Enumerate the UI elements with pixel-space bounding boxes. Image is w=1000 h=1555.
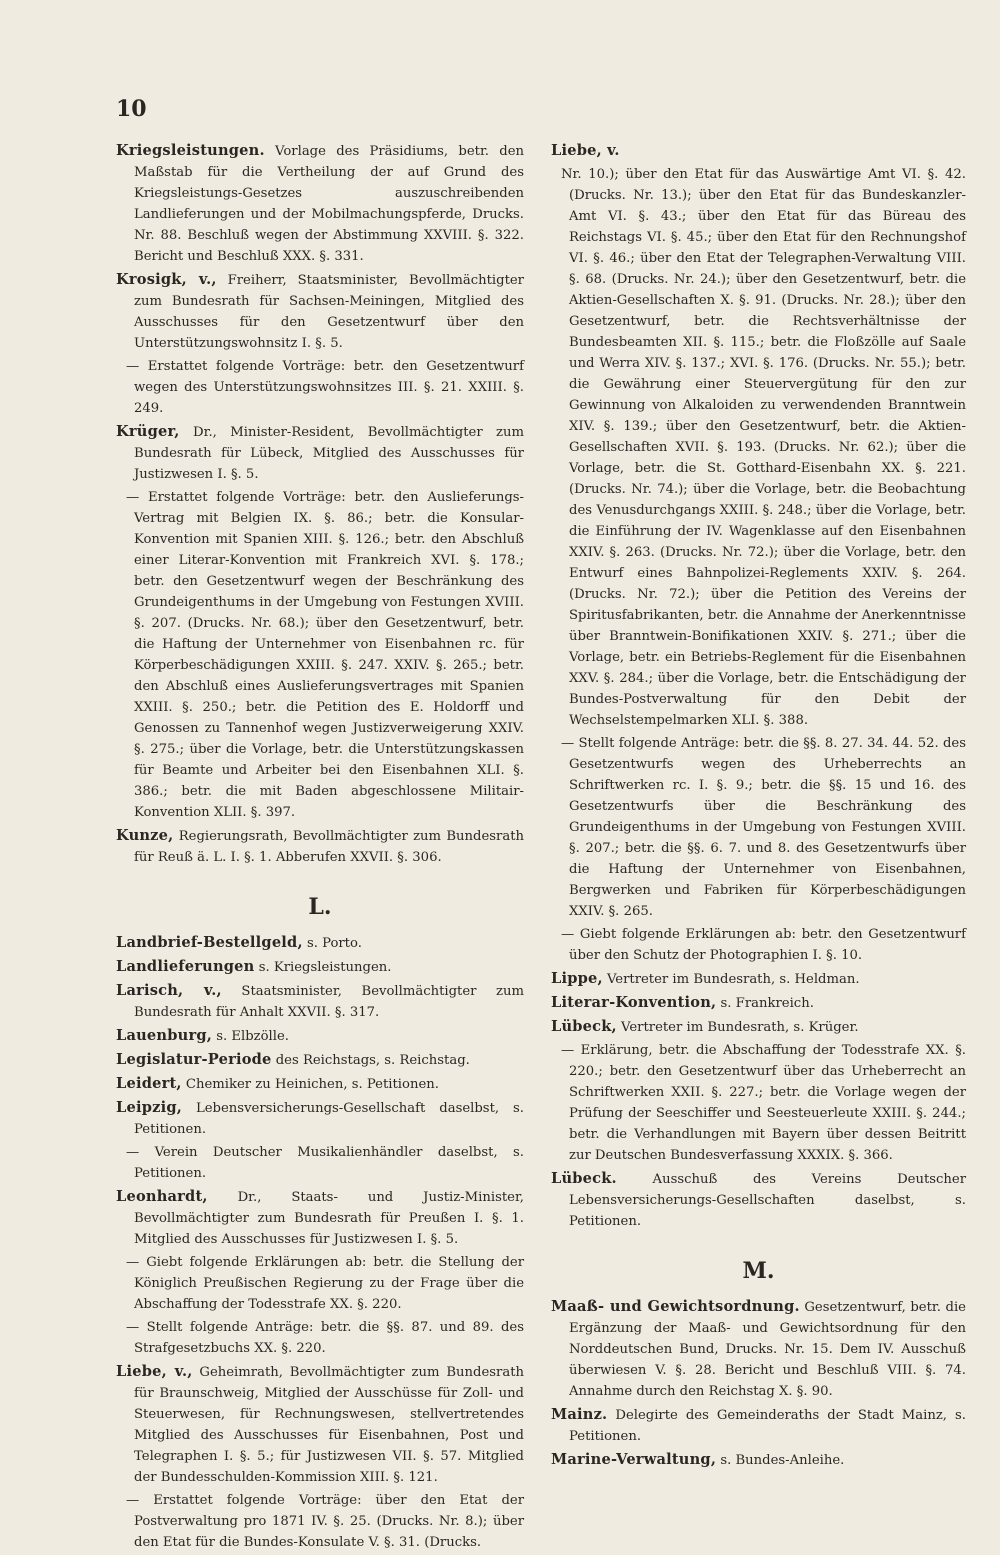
index-subentry <box>116 487 524 823</box>
entry-text: Vertreter im Bundesrath, s. Heldman. <box>606 972 860 987</box>
entry-text: — Erstattet folgende Vorträge: über den Etat der Postverwaltung pro 1871 IV. §. 25. (Drucks. Nr. 8.); über den Etat für die Bundes-Konsulate V. §. 31. (Drucks. <box>126 1493 524 1550</box>
index-entry <box>116 269 524 354</box>
entry-text: — Stellt folgende Anträge: betr. die §§. 87. und 89. des Strafgesetzbuchs XX. §. 220. <box>126 1320 524 1356</box>
entry-headword: Larisch, v., <box>116 982 222 999</box>
entry-text: Vertreter im Bundesrath, s. Krüger. <box>621 1020 859 1035</box>
entry-text: Delegirte des Gemeinderaths der Stadt Mainz, s. Petitionen. <box>569 1408 966 1444</box>
index-entry <box>116 1097 524 1140</box>
entry-headword: Leidert, <box>116 1075 182 1092</box>
entry-headword: Leonhardt, <box>116 1188 208 1205</box>
index-entry <box>116 421 524 485</box>
index-subentry <box>116 1252 524 1315</box>
entry-text: — Erklärung, betr. die Abschaffung der Todesstrafe XX. §. 220.; betr. den Gesetzentwurf über das Urheberrecht an Schriftwerken XXII. §. 227.; betr. die Vorlage wegen der Prüfung der Seeschiffer und Seesteuerleute XXIII. §. 244.; betr. die Verhandlungen mit Bayern über dessen Beitritt zur Deutschen Bundesverfassung XXXIX. §. 366. <box>561 1043 966 1163</box>
index-entry <box>551 992 966 1014</box>
entry-text: s. Porto. <box>306 936 362 951</box>
entry-text: s. Frankreich. <box>720 996 814 1011</box>
index-entry <box>116 1049 524 1071</box>
index-entry <box>551 1449 966 1471</box>
entry-headword: Mainz. <box>551 1406 608 1423</box>
entry-text: Gesetzentwurf, betr. die Ergänzung der Maaß- und Gewichtsordnung für den Norddeutschen Bund, Drucks. Nr. 15. Dem IV. Ausschuß überwiesen V. §. 28. Bericht und Beschluß VIII. §. 74. Annahme durch den Reichstag X. §. 90. <box>569 1300 966 1399</box>
entry-text: — Stellt folgende Anträge: betr. die §§. 8. 27. 34. 44. 52. des Gesetzentwurfs wegen des Urheberrechts an Schriftwerken rc. I. §. 9.; betr. die §§. 15 und 16. des Gesetzentwurfs über die Beschränkung des Grundeigenthums in der Umgebung von Festungen XVIII. §. 207.; betr. die §§. 6. 7. und 8. des Gesetzentwurfs über die Haftung der Unternehmer von Eisenbahnen, Bergwerken und Fabriken für Körperbeschädigungen XXIV. §. 265. <box>561 736 966 919</box>
section-letter: L. <box>308 894 332 920</box>
entry-headword: Liebe, v., <box>116 1363 193 1380</box>
index-entry <box>551 1404 966 1447</box>
index-subentry <box>116 1142 524 1184</box>
entry-headword: Liebe, v. <box>551 142 620 159</box>
index-subentry <box>551 924 966 966</box>
index-entry <box>551 1296 966 1402</box>
entry-text: Ausschuß des Vereins Deutscher Lebensversicherungs-Gesellschaften daselbst, s. Petitionen. <box>569 1172 966 1229</box>
index-entry <box>116 980 524 1023</box>
section-letter: M. <box>742 1258 775 1284</box>
index-entry <box>116 932 524 954</box>
index-entry <box>116 1361 524 1488</box>
entry-text: s. Kriegsleistungen. <box>258 960 392 975</box>
entry-headword: Lauenburg, <box>116 1027 213 1044</box>
left-column <box>116 140 524 1555</box>
entry-text: Regierungsrath, Bevollmächtigter zum Bundesrath für Reuß ä. L. I. §. 1. Abberufen XXVII. §. 306. <box>134 829 524 865</box>
entry-headword: Krosigk, v., <box>116 271 217 288</box>
entry-text: Nr. 10.); über den Etat für das Auswärtige Amt VI. §. 42. (Drucks. Nr. 13.); über den Etat für das Bundeskanzler-Amt VI. §. 43.; über den Etat für das Büreau des Reichstags VI. §. 45.; über den Etat für den Rechnungshof VI. §. 46.; über den Etat der Telegraphen-Verwaltung VIII. §. 68. (Drucks. Nr. 24.); über den Gesetzentwurf, betr. die Aktien-Gesellschaften X. §. 91. (Drucks. Nr. 28.); über den Gesetzentwurf, betr. die Rechtsverhältnisse der Bundesbeamten XII. §. 115.; betr. die Floßzölle auf Saale und Werra XIV. §. 137.; XVI. §. 176. (Drucks. Nr. 55.); betr. die Gewährung einer Steuervergütung für den zur Gewinnung von Alkaloiden zu verwendenden Branntwein XIV. §. 139.; über den Gesetzentwurf, betr. die Aktien-Gesellschaften XVII. §. 193. (Drucks. Nr. 62.); über die Vorlage, betr. die St. Gotthard-Eisenbahn XX. §. 221. (Drucks. Nr. 74.); über die Vorlage, betr. die Beobachtung des Venusdurchgangs XXIII. §. 248.; über die Vorlage, betr. die Einführung der IV. Wagenklasse auf den Eisenbahnen XXIV. §. 263. (Drucks. Nr. 72.); über die Vorlage, betr. den Entwurf eines Bahnpolizei-Reglements XXIV. §. 264. (Drucks. Nr. 72.); über die Petition des Vereins der Spiritusfabrikanten, betr. die Annahme der Anerkenntnisse über Branntwein-Bonifikationen XXIV. §. 271.; über die Vorlage, betr. ein Betriebs-Reglement für die Eisenbahnen XXV. §. 284.; über die Vorlage, betr. die Entschädigung der Bundes-Postverwaltung für den Debit der Wechselstempelmarken XLI. §. 388. <box>561 167 966 728</box>
entry-text: Freiherr, Staatsminister, Bevollmächtigter zum Bundesrath für Sachsen-Meiningen, Mitglied des Ausschusses für den Gesetzentwurf über den Unterstützungswohnsitz I. §. 5. <box>134 273 524 351</box>
entry-text: Dr., Minister-Resident, Bevollmächtigter zum Bundesrath für Lübeck, Mitglied des Ausschusses für Justizwesen I. §. 5. <box>134 425 525 482</box>
page-number: 10 <box>116 96 147 122</box>
entry-headword: Krüger, <box>116 423 180 440</box>
entry-headword: Maaß- und Gewichtsordnung. <box>551 1298 800 1315</box>
entry-text: des Reichstags, s. Reichstag. <box>275 1053 470 1068</box>
index-entry <box>551 1016 966 1038</box>
entry-text: Geheimrath, Bevollmächtigter zum Bundesrath für Braunschweig, Mitglied der Ausschüsse für Zoll- und Steuerwesen, für Rechnungswesen, stellvertretendes Mitglied des Ausschusses für Eisenbahnen, Post und Telegraphen I. §. 5.; für Justizwesen VII. §. 57. Mitglied der Bundesschulden-Kommission XIII. §. 121. <box>134 1365 524 1485</box>
index-entry <box>116 956 524 978</box>
entry-headword: Kriegsleistungen. <box>116 142 265 159</box>
entry-text: Staatsminister, Bevollmächtigter zum Bundesrath für Anhalt XXVII. §. 317. <box>134 984 524 1020</box>
entry-headword: Legislatur-Periode <box>116 1051 272 1068</box>
entry-text: — Erstattet folgende Vorträge: betr. den Gesetzentwurf wegen des Unterstützungswohnsitzes III. §. 21. XXIII. §. 249. <box>126 359 524 416</box>
index-entry <box>116 1186 524 1250</box>
index-subentry <box>116 356 524 419</box>
entry-text: Lebensversicherungs-Gesellschaft daselbst, s. Petitionen. <box>134 1101 524 1137</box>
entry-headword: Lübeck. <box>551 1170 617 1187</box>
entry-text: s. Bundes-Anleihe. <box>720 1453 845 1468</box>
entry-headword: Lippe, <box>551 970 603 987</box>
entry-text: — Giebt folgende Erklärungen ab: betr. den Gesetzentwurf über den Schutz der Photographien I. §. 10. <box>561 927 966 963</box>
entry-headword: Kunze, <box>116 827 174 844</box>
index-subentry <box>551 1040 966 1166</box>
index-entry <box>116 140 524 267</box>
index-entry <box>551 968 966 990</box>
entry-headword: Literar-Konvention, <box>551 994 717 1011</box>
index-subentry <box>116 1490 524 1553</box>
entry-text: Vorlage des Präsidiums, betr. den Maßstab für die Vertheilung der auf Grund des Kriegsleistungs-Gesetzes auszuschreibenden Landlieferungen und der Mobilmachungspferde, Drucks. Nr. 88. Beschluß wegen der Abstimmung XXVIII. §. 322. Bericht und Beschluß XXX. §. 331. <box>134 144 524 264</box>
entry-headword: Marine-Verwaltung, <box>551 1451 717 1468</box>
index-subentry <box>551 164 966 731</box>
index-entry <box>551 140 966 162</box>
index-entry <box>116 1073 524 1095</box>
index-subentry <box>551 733 966 922</box>
entry-text: — Giebt folgende Erklärungen ab: betr. die Stellung der Königlich Preußischen Regierung zu der Frage über die Abschaffung der Todesstrafe XX. §. 220. <box>126 1255 524 1312</box>
entry-text: Chemiker zu Heinichen, s. Petitionen. <box>185 1077 439 1092</box>
entry-headword: Leipzig, <box>116 1099 183 1116</box>
entry-headword: Lübeck, <box>551 1018 617 1035</box>
entry-text: — Erstattet folgende Vorträge: betr. den Auslieferungs-Vertrag mit Belgien IX. §. 86.; betr. die Konsular-Konvention mit Spanien XIII. §. 126.; betr. den Abschluß einer Literar-Konvention mit Frankreich XVI. §. 178.; betr. den Gesetzentwurf wegen der Beschränkung des Grundeigenthums in der Umgebung von Festungen XVIII. §. 207. (Drucks. Nr. 68.); über den Gesetzentwurf, betr. die Haftung der Unternehmer von Eisenbahnen rc. für Körperbeschädigungen XXIII. §. 247. XXIV. §. 265.; betr. den Abschluß eines Auslieferungsvertrages mit Spanien XXIII. §. 250.; betr. die Petition des E. Holdorff und Genossen zu Tannenhof wegen Justizverweigerung XXIV. §. 275.; über die Vorlage, betr. die Unterstützungskassen für Beamte und Arbeiter bei den Eisenbahnen XLI. §. 386.; betr. die mit Baden abgeschlossene Militair-Konvention XLII. §. 397. <box>126 490 524 820</box>
right-column <box>551 140 966 1473</box>
entry-headword: Landlieferungen <box>116 958 255 975</box>
entry-text: s. Elbzölle. <box>216 1029 289 1044</box>
index-entry <box>551 1168 966 1232</box>
index-subentry <box>116 1317 524 1359</box>
entry-headword: Landbrief-Bestellgeld, <box>116 934 303 951</box>
index-entry <box>116 1025 524 1047</box>
entry-text: — Verein Deutscher Musikalienhändler daselbst, s. Petitionen. <box>126 1145 524 1181</box>
index-entry <box>116 825 524 868</box>
entry-text: Dr., Staats- und Justiz-Minister, Bevollmächtigter zum Bundesrath für Preußen I. §. 1. Mitglied des Ausschusses für Justizwesen I. §. 5. <box>134 1190 524 1247</box>
